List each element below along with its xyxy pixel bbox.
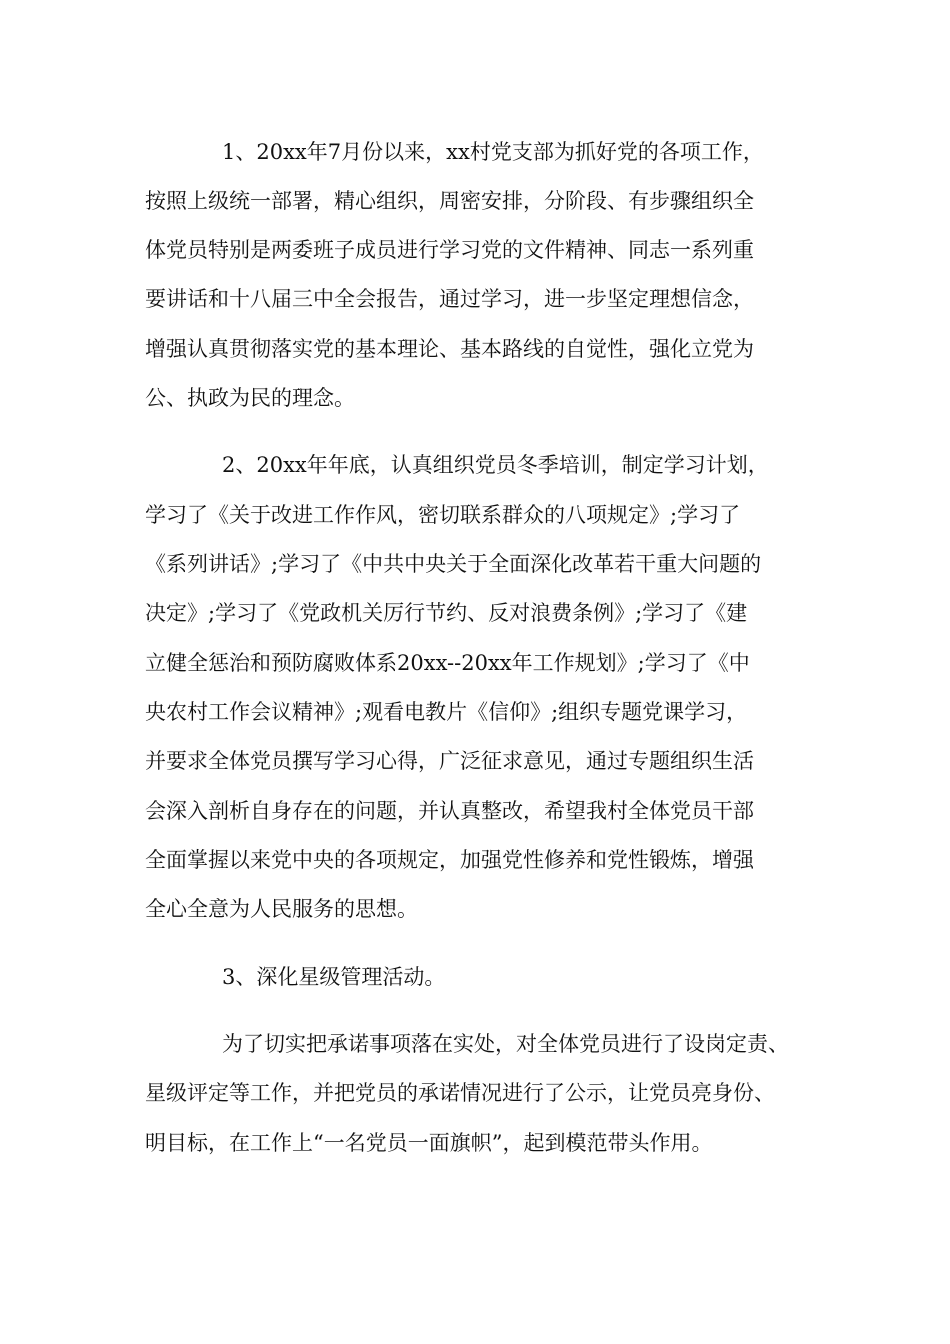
paragraph-4-line-1: 为了切实把承诺事项落在实处，对全体党员进行了设岗定责、 — [222, 1032, 789, 1056]
paragraph-2-line-8: 会深入剖析自身存在的问题，并认真整改，希望我村全体党员干部 — [145, 799, 754, 823]
paragraph-2-line-5: 立健全惩治和预防腐败体系20xx--20xx年工作规划》;学习了《中 — [145, 651, 750, 675]
paragraph-2-line-4: 决定》;学习了《党政机关厉行节约、反对浪费条例》;学习了《建 — [145, 601, 748, 625]
paragraph-1-line-6: 公、执政为民的理念。 — [145, 386, 355, 410]
paragraph-1-line-2: 按照上级统一部署，精心组织，周密安排，分阶段、有步骤组织全 — [145, 189, 754, 213]
paragraph-1-line-5: 增强认真贯彻落实党的基本理论、基本路线的自觉性，强化立党为 — [145, 337, 754, 361]
paragraph-1-line-3: 体党员特别是两委班子成员进行学习党的文件精神、同志一系列重 — [145, 238, 754, 262]
paragraph-1-line-4: 要讲话和十八届三中全会报告，通过学习，进一步坚定理想信念， — [145, 287, 754, 311]
paragraph-2-line-10: 全心全意为人民服务的思想。 — [145, 897, 418, 921]
paragraph-4-line-2: 星级评定等工作，并把党员的承诺情况进行了公示，让党员亮身份、 — [145, 1081, 775, 1105]
paragraph-2-line-2: 学习了《关于改进工作作风，密切联系群众的八项规定》;学习了 — [145, 503, 741, 527]
paragraph-2-line-7: 并要求全体党员撰写学习心得，广泛征求意见，通过专题组织生活 — [145, 749, 754, 773]
paragraph-3-line-1: 3、深化星级管理活动。 — [222, 965, 446, 989]
paragraph-2-line-3: 《系列讲话》;学习了《中共中央关于全面深化改革若干重大问题的 — [145, 552, 762, 576]
paragraph-2-line-6: 央农村工作会议精神》;观看电教片《信仰》;组织专题党课学习， — [145, 700, 748, 724]
paragraph-1-line-1: 1、20xx年7月份以来，xx村党支部为抓好党的各项工作， — [222, 140, 764, 164]
paragraph-2-line-9: 全面掌握以来党中央的各项规定，加强党性修养和党性锻炼，增强 — [145, 848, 754, 872]
paragraph-2-line-1: 2、20xx年年底，认真组织党员冬季培训，制定学习计划， — [222, 453, 769, 477]
paragraph-4-line-3: 明目标，在工作上“一名党员一面旗帜”，起到模范带头作用。 — [145, 1131, 713, 1155]
